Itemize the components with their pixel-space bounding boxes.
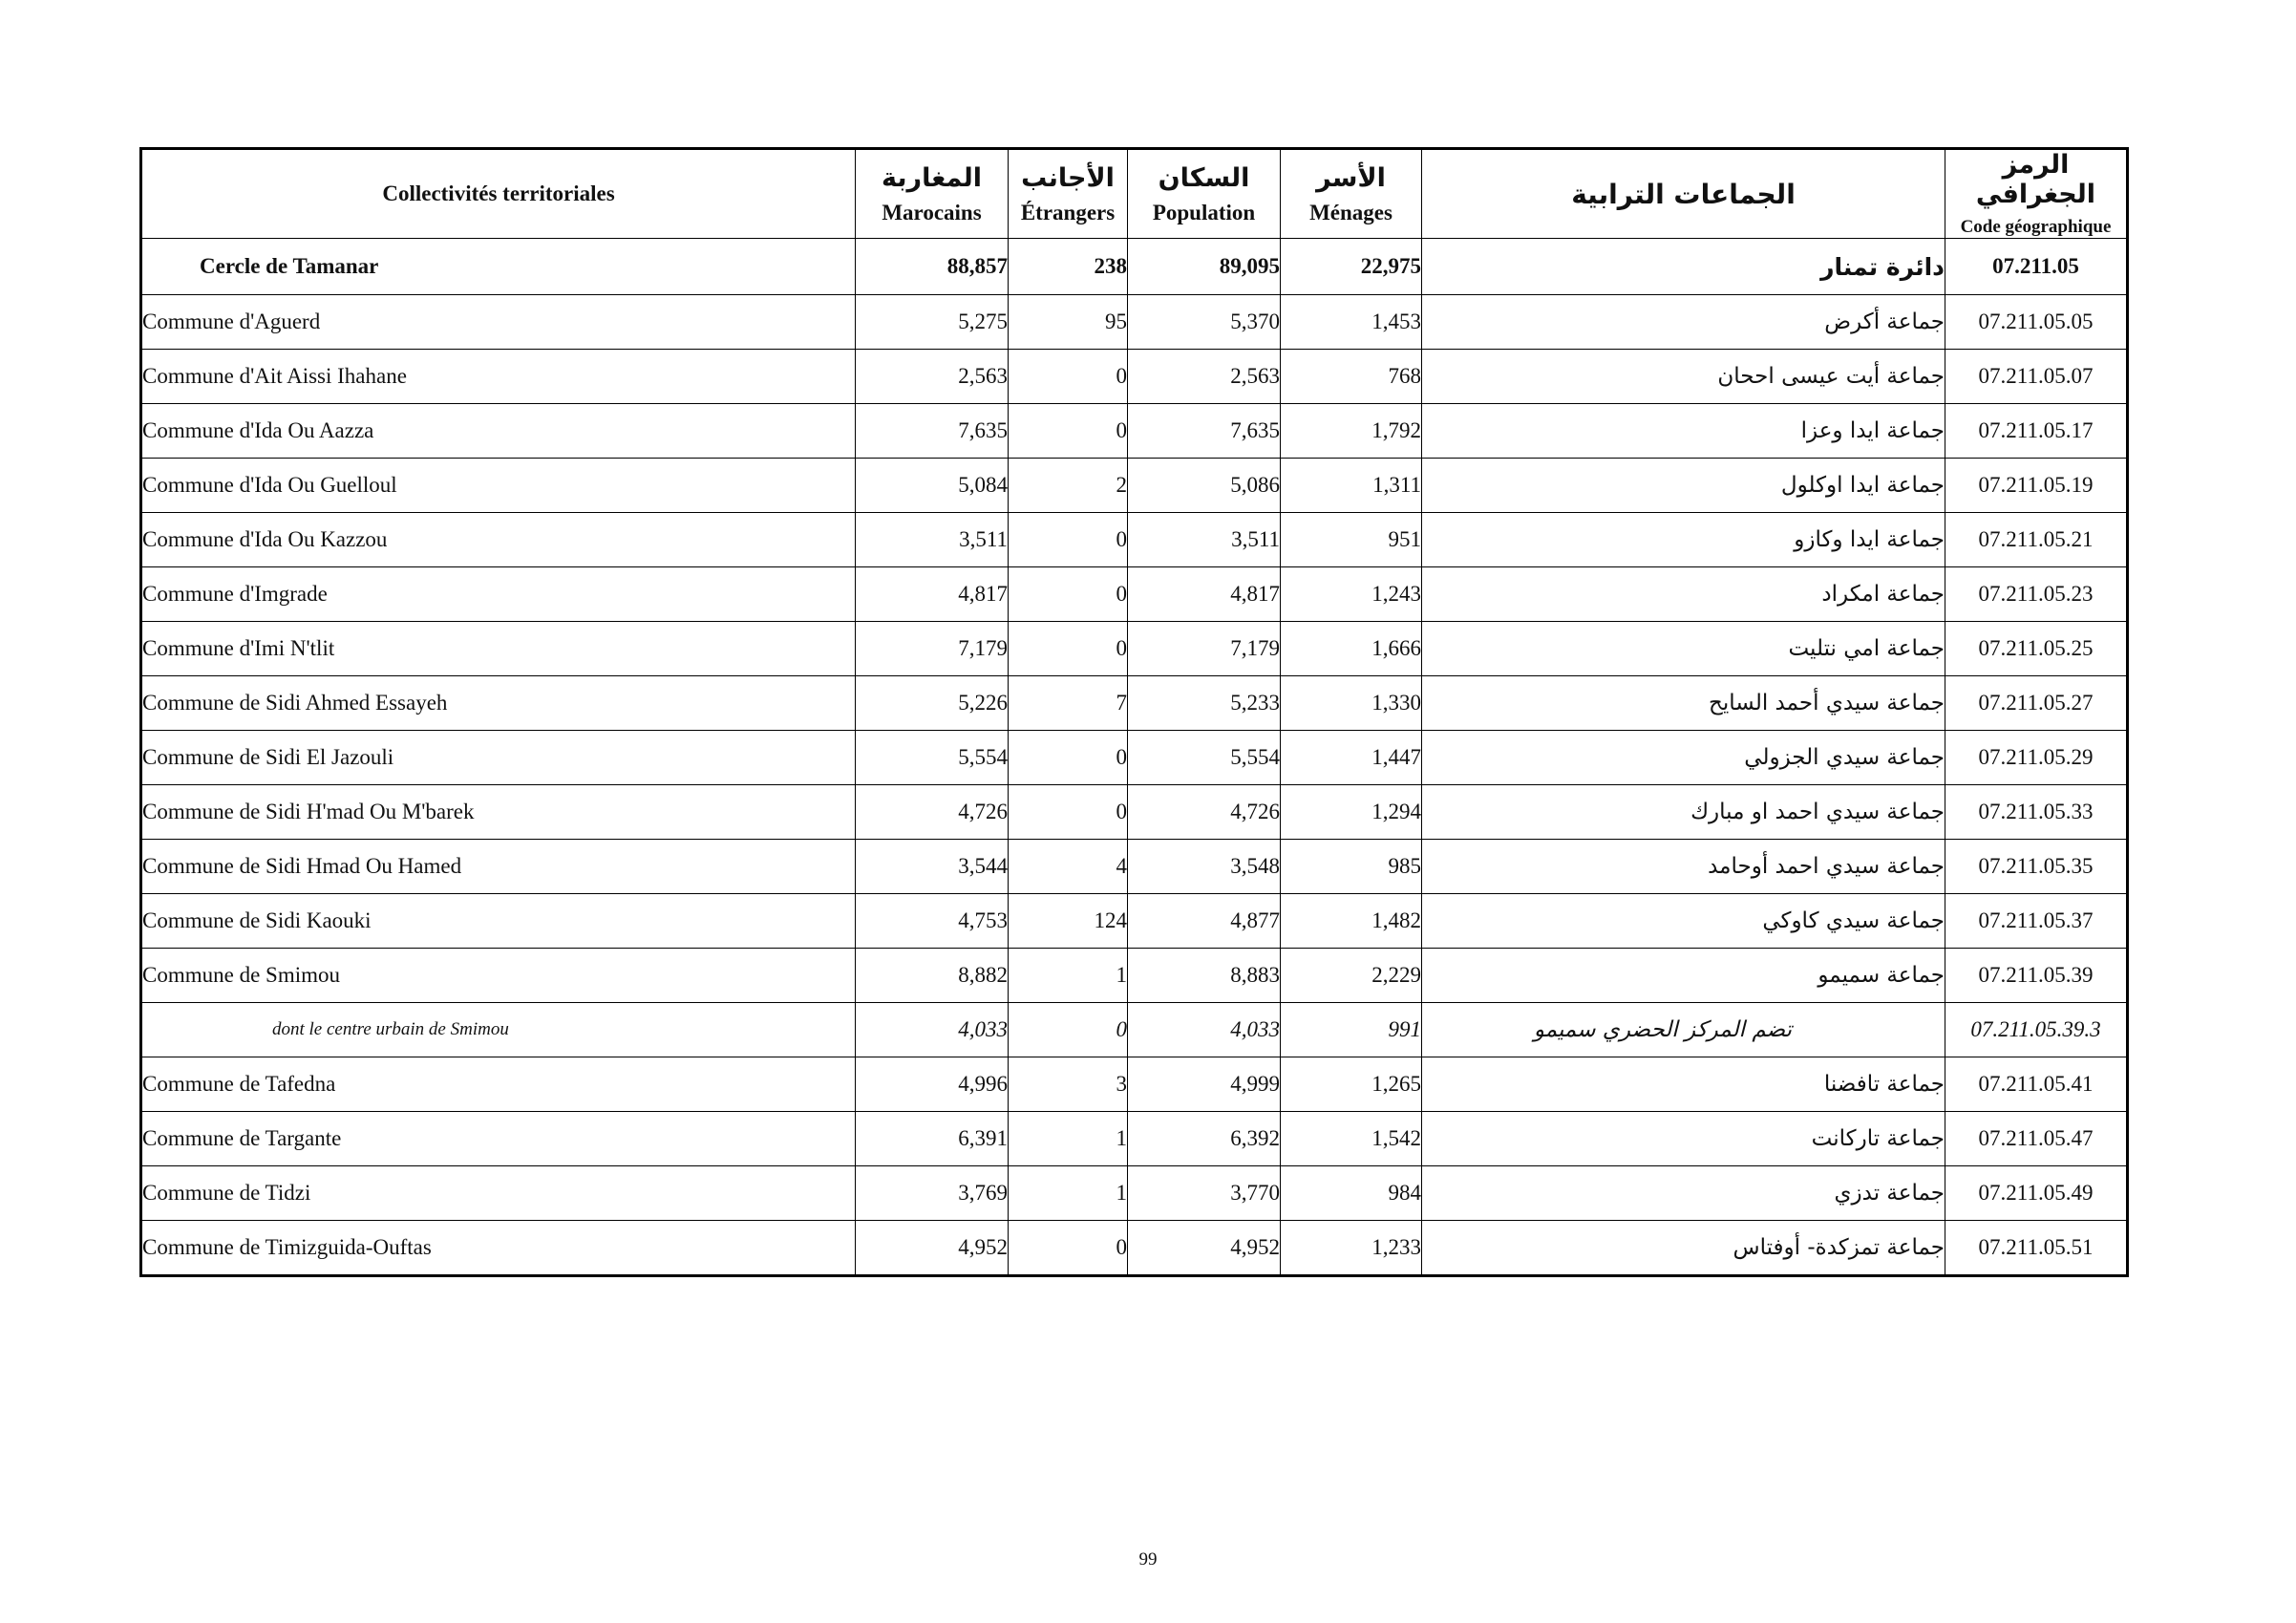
commune-menages: 991 xyxy=(1281,1003,1422,1057)
commune-name-fr: Commune de Sidi El Jazouli xyxy=(141,731,856,785)
cercle-menages: 22,975 xyxy=(1281,239,1422,295)
commune-population: 7,635 xyxy=(1128,404,1281,459)
commune-menages: 1,311 xyxy=(1281,459,1422,513)
commune-code: 07.211.05.37 xyxy=(1945,894,2128,949)
cercle-name-ar: دائرة تمنار xyxy=(1422,239,1945,295)
table-row xyxy=(141,622,2128,676)
commune-code: 07.211.05.39.3 xyxy=(1945,1003,2128,1057)
commune-name-ar: جماعة ايدا اوكلول xyxy=(1422,459,1945,513)
header-code-fr: Code géographique xyxy=(1960,217,2112,237)
commune-etrangers: 0 xyxy=(1009,513,1128,567)
commune-name-ar: جماعة سيدي أحمد السايح xyxy=(1422,676,1945,731)
urban-center-row xyxy=(141,1003,2128,1057)
header-collectivites-ar: الجماعات الترابية xyxy=(1422,149,1945,239)
commune-name-fr: Commune de Tidzi xyxy=(141,1166,856,1221)
table-row xyxy=(141,567,2128,622)
table-row xyxy=(141,949,2128,1003)
commune-population: 2,563 xyxy=(1128,350,1281,404)
commune-menages: 1,233 xyxy=(1281,1221,1422,1276)
commune-name-fr: Commune de Tafedna xyxy=(141,1057,856,1112)
commune-population: 7,179 xyxy=(1128,622,1281,676)
commune-name-ar: جماعة امي نتليت xyxy=(1422,622,1945,676)
commune-marocains: 5,554 xyxy=(856,731,1009,785)
census-table-container xyxy=(139,147,2126,1277)
commune-marocains: 4,033 xyxy=(856,1003,1009,1057)
header-collectivites: Collectivités territoriales xyxy=(141,149,856,239)
commune-etrangers: 3 xyxy=(1009,1057,1128,1112)
commune-marocains: 8,882 xyxy=(856,949,1009,1003)
header-code-ar: الرمز الجغرافي xyxy=(1975,150,2096,209)
commune-name-fr: Commune de Sidi H'mad Ou M'barek xyxy=(141,785,856,840)
commune-menages: 985 xyxy=(1281,840,1422,894)
cercle-row xyxy=(141,239,2128,295)
commune-code: 07.211.05.27 xyxy=(1945,676,2128,731)
header-etrangers xyxy=(1009,149,1128,239)
commune-name-fr: Commune d'Ida Ou Aazza xyxy=(141,404,856,459)
commune-population: 4,817 xyxy=(1128,567,1281,622)
commune-etrangers: 0 xyxy=(1009,350,1128,404)
header-marocains-fr: Marocains xyxy=(882,200,982,224)
commune-name-ar: جماعة تافضنا xyxy=(1422,1057,1945,1112)
commune-population: 4,999 xyxy=(1128,1057,1281,1112)
page-number: 99 xyxy=(1138,1549,1158,1570)
commune-name-ar: جماعة تدزي xyxy=(1422,1166,1945,1221)
commune-marocains: 4,996 xyxy=(856,1057,1009,1112)
commune-menages: 1,453 xyxy=(1281,295,1422,350)
commune-name-ar: جماعة سيدي كاوكي xyxy=(1422,894,1945,949)
commune-name-ar: جماعة تاركانت xyxy=(1422,1112,1945,1166)
commune-code: 07.211.05.51 xyxy=(1945,1221,2128,1276)
table-row xyxy=(141,731,2128,785)
header-code xyxy=(1945,149,2128,239)
commune-population: 5,370 xyxy=(1128,295,1281,350)
commune-menages: 1,243 xyxy=(1281,567,1422,622)
table-row xyxy=(141,785,2128,840)
commune-etrangers: 4 xyxy=(1009,840,1128,894)
commune-marocains: 3,769 xyxy=(856,1166,1009,1221)
commune-etrangers: 0 xyxy=(1009,1003,1128,1057)
commune-name-ar: جماعة تمزكدة- أوفتاس xyxy=(1422,1221,1945,1276)
table-row xyxy=(141,350,2128,404)
commune-menages: 2,229 xyxy=(1281,949,1422,1003)
commune-code: 07.211.05.29 xyxy=(1945,731,2128,785)
table-row xyxy=(141,459,2128,513)
commune-marocains: 3,544 xyxy=(856,840,1009,894)
commune-population: 3,511 xyxy=(1128,513,1281,567)
header-marocains xyxy=(856,149,1009,239)
commune-name-fr: Commune d'Imgrade xyxy=(141,567,856,622)
commune-etrangers: 1 xyxy=(1009,1166,1128,1221)
commune-name-fr: Commune de Sidi Hmad Ou Hamed xyxy=(141,840,856,894)
commune-etrangers: 2 xyxy=(1009,459,1128,513)
commune-population: 5,554 xyxy=(1128,731,1281,785)
commune-name-ar: جماعة أيت عيسى اححان xyxy=(1422,350,1945,404)
commune-code: 07.211.05.17 xyxy=(1945,404,2128,459)
table-row xyxy=(141,840,2128,894)
commune-population: 4,877 xyxy=(1128,894,1281,949)
commune-marocains: 2,563 xyxy=(856,350,1009,404)
cercle-name-fr: Cercle de Tamanar xyxy=(141,239,856,295)
commune-marocains: 4,753 xyxy=(856,894,1009,949)
table-row xyxy=(141,404,2128,459)
commune-code: 07.211.05.21 xyxy=(1945,513,2128,567)
commune-name-fr: Commune de Smimou xyxy=(141,949,856,1003)
commune-population: 5,086 xyxy=(1128,459,1281,513)
header-population-fr: Population xyxy=(1152,200,1256,224)
commune-name-fr: Commune d'Imi N'tlit xyxy=(141,622,856,676)
commune-name-fr: Commune d'Ait Aissi Ihahane xyxy=(141,350,856,404)
cercle-etrangers: 238 xyxy=(1009,239,1128,295)
commune-name-fr: dont le centre urbain de Smimou xyxy=(141,1003,856,1057)
commune-menages: 984 xyxy=(1281,1166,1422,1221)
commune-name-ar: جماعة ايدا وعزا xyxy=(1422,404,1945,459)
commune-name-ar: جماعة أكرض xyxy=(1422,295,1945,350)
table-row xyxy=(141,1057,2128,1112)
commune-code: 07.211.05.07 xyxy=(1945,350,2128,404)
cercle-marocains: 88,857 xyxy=(856,239,1009,295)
cercle-population: 89,095 xyxy=(1128,239,1281,295)
commune-code: 07.211.05.33 xyxy=(1945,785,2128,840)
commune-code: 07.211.05.35 xyxy=(1945,840,2128,894)
table-row xyxy=(141,1166,2128,1221)
commune-name-ar: جماعة امكراد xyxy=(1422,567,1945,622)
commune-name-ar: جماعة سيدي الجزولي xyxy=(1422,731,1945,785)
table-body xyxy=(141,239,2128,1276)
commune-etrangers: 0 xyxy=(1009,404,1128,459)
commune-name-fr: Commune de Sidi Kaouki xyxy=(141,894,856,949)
commune-code: 07.211.05.47 xyxy=(1945,1112,2128,1166)
commune-etrangers: 1 xyxy=(1009,1112,1128,1166)
commune-marocains: 6,391 xyxy=(856,1112,1009,1166)
commune-population: 5,233 xyxy=(1128,676,1281,731)
commune-etrangers: 0 xyxy=(1009,567,1128,622)
commune-name-fr: Commune d'Ida Ou Guelloul xyxy=(141,459,856,513)
commune-name-ar: جماعة ايدا وكازو xyxy=(1422,513,1945,567)
commune-etrangers: 0 xyxy=(1009,785,1128,840)
commune-menages: 1,666 xyxy=(1281,622,1422,676)
commune-population: 3,548 xyxy=(1128,840,1281,894)
commune-etrangers: 1 xyxy=(1009,949,1128,1003)
commune-menages: 1,447 xyxy=(1281,731,1422,785)
commune-marocains: 5,275 xyxy=(856,295,1009,350)
commune-name-ar: جماعة سميمو xyxy=(1422,949,1945,1003)
table-row xyxy=(141,1112,2128,1166)
commune-menages: 768 xyxy=(1281,350,1422,404)
commune-population: 4,952 xyxy=(1128,1221,1281,1276)
commune-population: 3,770 xyxy=(1128,1166,1281,1221)
commune-marocains: 5,084 xyxy=(856,459,1009,513)
census-table xyxy=(139,147,2129,1277)
header-population-ar: السكان xyxy=(1158,162,1250,193)
commune-menages: 1,542 xyxy=(1281,1112,1422,1166)
commune-population: 6,392 xyxy=(1128,1112,1281,1166)
commune-marocains: 5,226 xyxy=(856,676,1009,731)
commune-menages: 1,265 xyxy=(1281,1057,1422,1112)
header-marocains-ar: المغاربة xyxy=(882,162,982,193)
table-row xyxy=(141,1221,2128,1276)
header-etrangers-ar: الأجانب xyxy=(1021,162,1115,193)
commune-name-fr: Commune de Sidi Ahmed Essayeh xyxy=(141,676,856,731)
commune-name-ar: جماعة سيدي احمد او مبارك xyxy=(1422,785,1945,840)
commune-name-fr: Commune de Targante xyxy=(141,1112,856,1166)
commune-menages: 1,792 xyxy=(1281,404,1422,459)
commune-marocains: 4,952 xyxy=(856,1221,1009,1276)
commune-name-fr: Commune de Timizguida-Ouftas xyxy=(141,1221,856,1276)
cercle-code: 07.211.05 xyxy=(1945,239,2128,295)
commune-etrangers: 95 xyxy=(1009,295,1128,350)
commune-name-fr: Commune d'Ida Ou Kazzou xyxy=(141,513,856,567)
table-row xyxy=(141,894,2128,949)
commune-marocains: 7,179 xyxy=(856,622,1009,676)
commune-etrangers: 0 xyxy=(1009,622,1128,676)
commune-code: 07.211.05.41 xyxy=(1945,1057,2128,1112)
commune-code: 07.211.05.25 xyxy=(1945,622,2128,676)
commune-marocains: 7,635 xyxy=(856,404,1009,459)
table-row xyxy=(141,295,2128,350)
commune-marocains: 3,511 xyxy=(856,513,1009,567)
commune-code: 07.211.05.49 xyxy=(1945,1166,2128,1221)
header-menages xyxy=(1281,149,1422,239)
header-row xyxy=(141,149,2128,239)
commune-population: 4,726 xyxy=(1128,785,1281,840)
table-row xyxy=(141,513,2128,567)
commune-marocains: 4,817 xyxy=(856,567,1009,622)
commune-menages: 1,294 xyxy=(1281,785,1422,840)
header-menages-ar: الأسر xyxy=(1316,162,1386,193)
commune-etrangers: 0 xyxy=(1009,1221,1128,1276)
header-etrangers-fr: Étrangers xyxy=(1020,200,1116,224)
header-menages-fr: Ménages xyxy=(1309,200,1392,224)
commune-code: 07.211.05.39 xyxy=(1945,949,2128,1003)
commune-etrangers: 0 xyxy=(1009,731,1128,785)
commune-etrangers: 7 xyxy=(1009,676,1128,731)
commune-code: 07.211.05.23 xyxy=(1945,567,2128,622)
commune-name-ar: جماعة سيدي احمد أوحامد xyxy=(1422,840,1945,894)
commune-marocains: 4,726 xyxy=(856,785,1009,840)
commune-population: 4,033 xyxy=(1128,1003,1281,1057)
commune-menages: 951 xyxy=(1281,513,1422,567)
commune-menages: 1,482 xyxy=(1281,894,1422,949)
commune-etrangers: 124 xyxy=(1009,894,1128,949)
header-population xyxy=(1128,149,1281,239)
commune-menages: 1,330 xyxy=(1281,676,1422,731)
commune-code: 07.211.05.05 xyxy=(1945,295,2128,350)
table-row xyxy=(141,676,2128,731)
commune-name-fr: Commune d'Aguerd xyxy=(141,295,856,350)
commune-code: 07.211.05.19 xyxy=(1945,459,2128,513)
commune-population: 8,883 xyxy=(1128,949,1281,1003)
commune-name-ar: تضم المركز الحضري سميمو xyxy=(1422,1003,1945,1057)
